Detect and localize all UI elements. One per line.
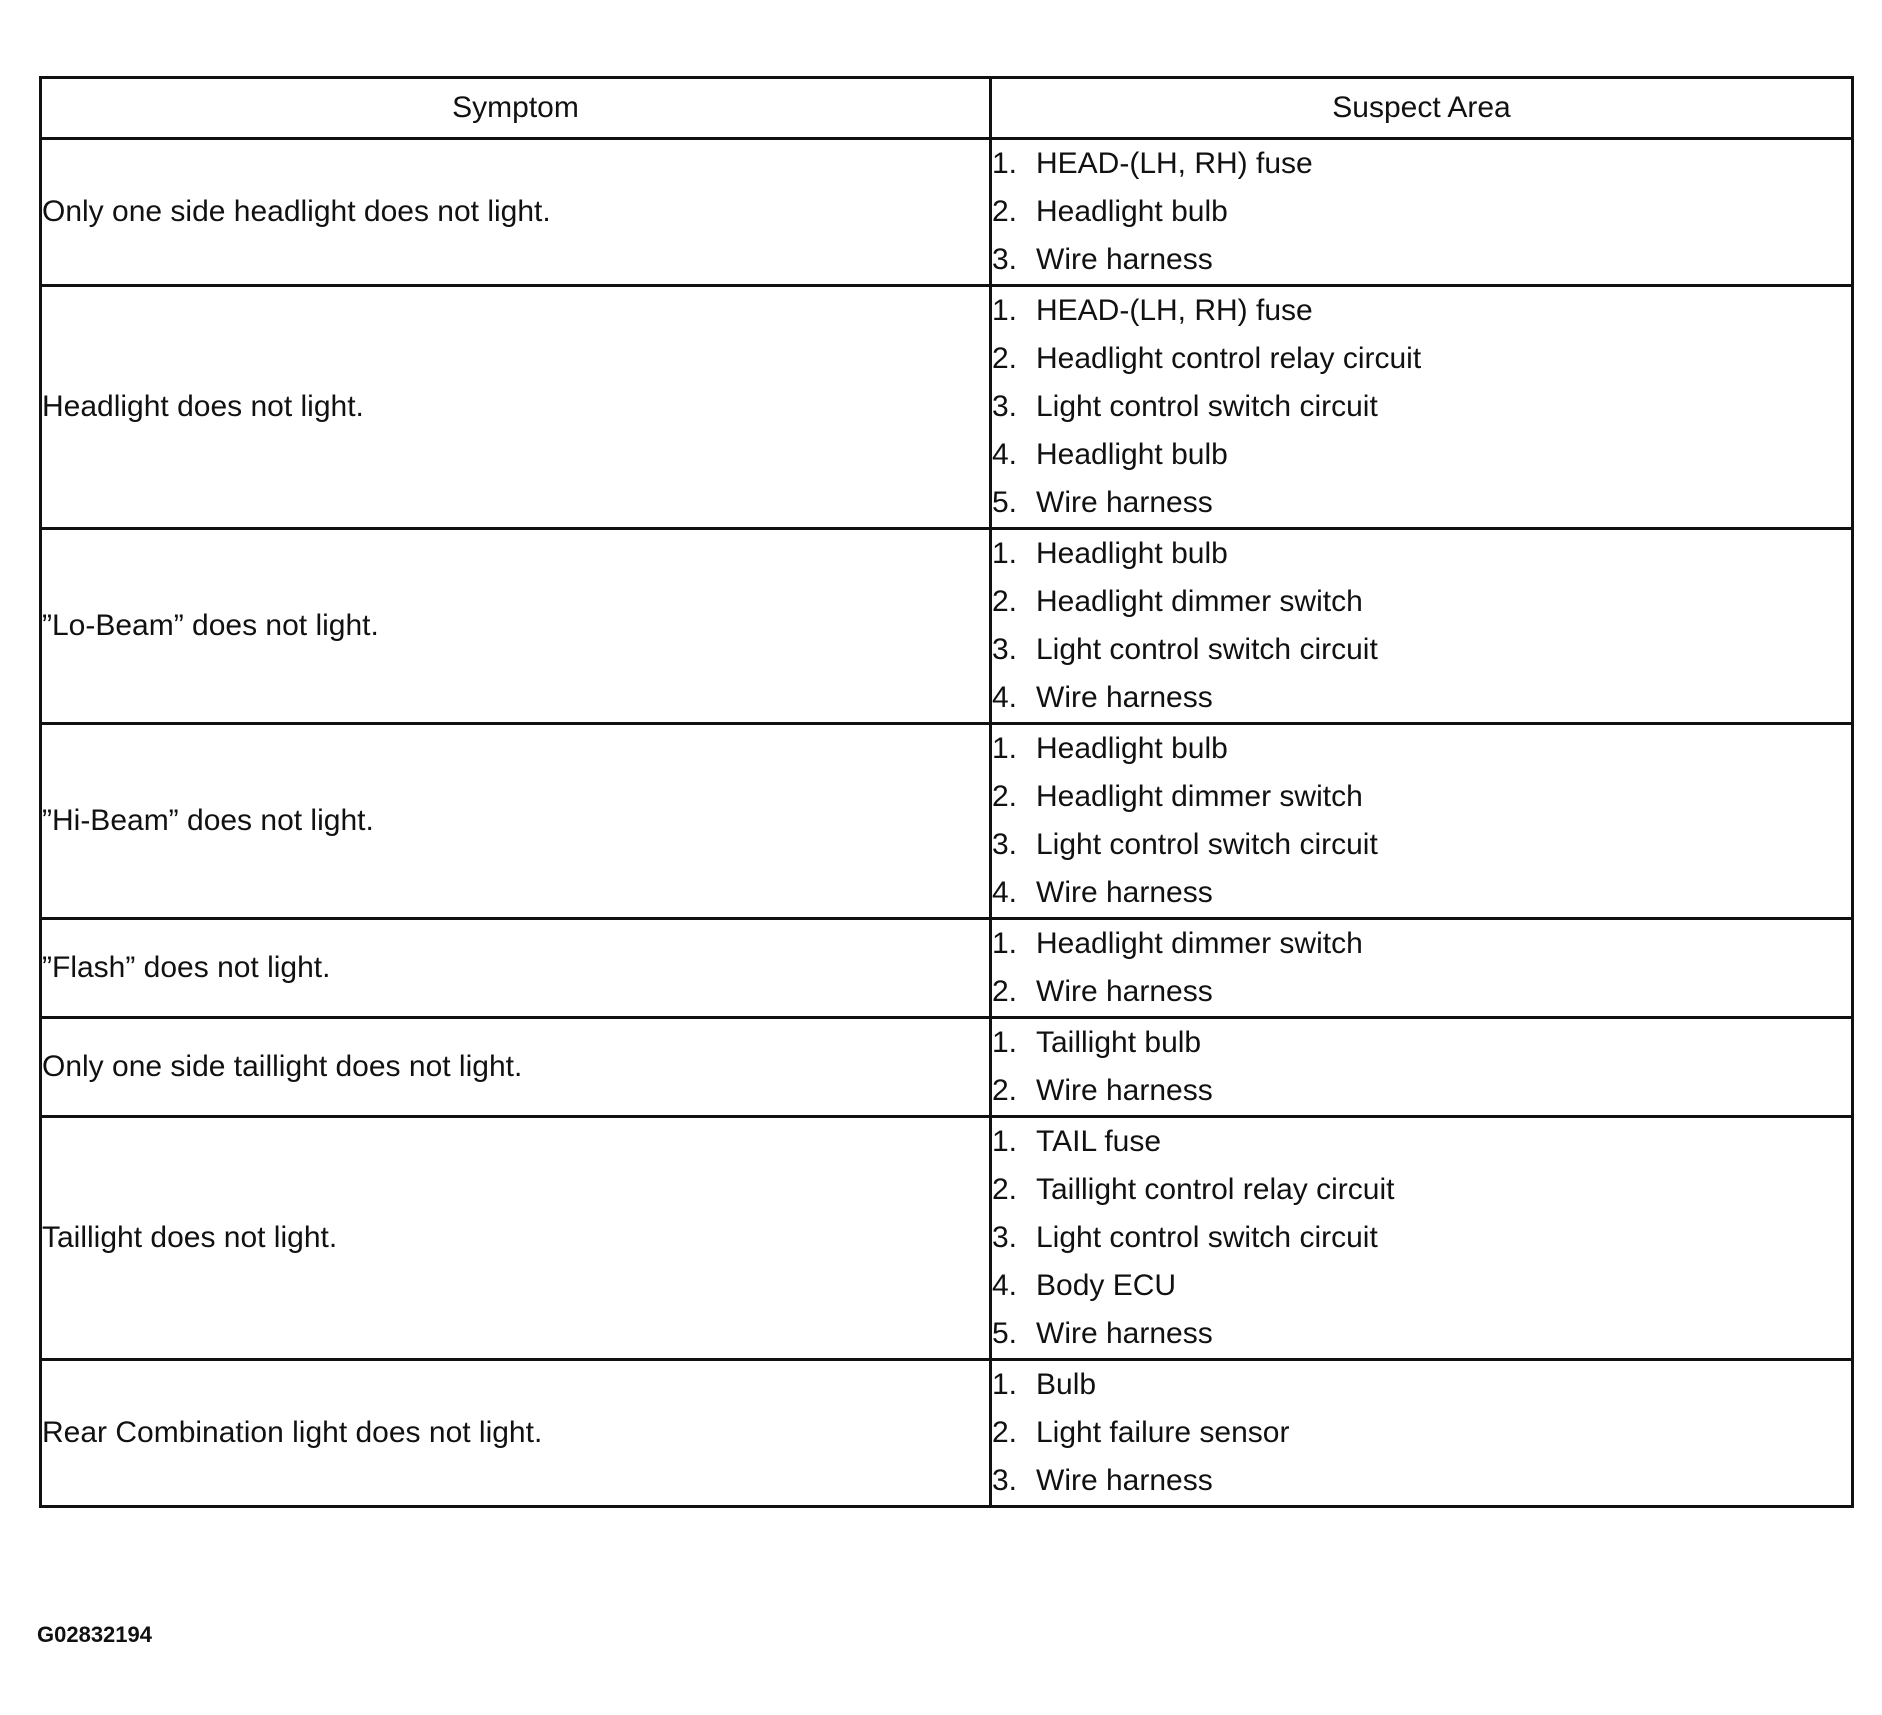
suspect-item-number: 2. xyxy=(992,195,1018,228)
suspect-area-cell xyxy=(991,1018,1853,1117)
suspect-area-cell xyxy=(991,1360,1853,1507)
suspect-item-number: 2. xyxy=(992,1074,1018,1107)
suspect-item-number: 5. xyxy=(992,1317,1018,1350)
suspect-area-item xyxy=(992,479,1851,527)
suspect-area-item xyxy=(992,1310,1851,1358)
symptom-cell: ”Lo-Beam” does not light. xyxy=(41,529,991,724)
table-body xyxy=(41,139,1853,1507)
suspect-area-item xyxy=(992,188,1851,236)
suspect-area-item xyxy=(992,1118,1851,1166)
suspect-item-text: Headlight control relay circuit xyxy=(1036,342,1422,375)
table-row xyxy=(41,286,1853,529)
suspect-item-text: Wire harness xyxy=(1036,1317,1213,1350)
suspect-item-number: 2. xyxy=(992,342,1018,375)
suspect-area-item xyxy=(992,578,1851,626)
suspect-item-text: Light control switch circuit xyxy=(1036,1221,1378,1254)
suspect-area-column-header: Suspect Area xyxy=(991,78,1853,139)
suspect-item-number: 2. xyxy=(992,780,1018,813)
suspect-item-number: 3. xyxy=(992,828,1018,861)
symptom-cell: Taillight does not light. xyxy=(41,1117,991,1360)
suspect-area-item xyxy=(992,335,1851,383)
symptom-cell: Headlight does not light. xyxy=(41,286,991,529)
suspect-item-number: 4. xyxy=(992,681,1018,714)
table-header-row xyxy=(41,78,1853,139)
suspect-area-item xyxy=(992,773,1851,821)
symptom-cell: Only one side headlight does not light. xyxy=(41,139,991,286)
suspect-area-item xyxy=(992,968,1851,1016)
suspect-area-cell xyxy=(991,919,1853,1018)
suspect-item-text: Headlight dimmer switch xyxy=(1036,585,1363,618)
symptom-cell: Rear Combination light does not light. xyxy=(41,1360,991,1507)
suspect-area-list xyxy=(992,287,1851,527)
suspect-item-number: 3. xyxy=(992,633,1018,666)
suspect-item-number: 3. xyxy=(992,243,1018,276)
suspect-area-item xyxy=(992,1457,1851,1505)
suspect-area-item xyxy=(992,530,1851,578)
suspect-item-number: 2. xyxy=(992,585,1018,618)
table-row xyxy=(41,1360,1853,1507)
suspect-area-list xyxy=(992,1019,1851,1115)
suspect-area-cell xyxy=(991,139,1853,286)
problem-symptoms-table xyxy=(39,76,1854,1508)
suspect-item-text: Wire harness xyxy=(1036,243,1213,276)
suspect-item-text: TAIL fuse xyxy=(1036,1125,1162,1158)
suspect-item-number: 2. xyxy=(992,975,1018,1008)
table-row xyxy=(41,139,1853,286)
suspect-area-item xyxy=(992,674,1851,722)
suspect-area-item xyxy=(992,140,1851,188)
symptom-column-header: Symptom xyxy=(41,78,991,139)
suspect-item-text: Wire harness xyxy=(1036,681,1213,714)
suspect-area-item xyxy=(992,431,1851,479)
suspect-item-text: Wire harness xyxy=(1036,876,1213,909)
table-row xyxy=(41,1018,1853,1117)
suspect-item-text: Headlight bulb xyxy=(1036,438,1228,471)
suspect-area-cell xyxy=(991,724,1853,919)
suspect-area-list xyxy=(992,1118,1851,1358)
suspect-area-item xyxy=(992,1262,1851,1310)
table-row xyxy=(41,529,1853,724)
suspect-item-text: Wire harness xyxy=(1036,975,1213,1008)
suspect-area-list xyxy=(992,530,1851,722)
suspect-item-number: 1. xyxy=(992,927,1018,960)
suspect-item-number: 4. xyxy=(992,438,1018,471)
suspect-item-number: 5. xyxy=(992,486,1018,519)
suspect-area-item xyxy=(992,1019,1851,1067)
suspect-item-text: HEAD-(LH, RH) fuse xyxy=(1036,294,1313,327)
suspect-area-item xyxy=(992,1214,1851,1262)
table-row xyxy=(41,919,1853,1018)
suspect-area-list xyxy=(992,725,1851,917)
suspect-area-item xyxy=(992,236,1851,284)
suspect-area-item xyxy=(992,1409,1851,1457)
symptom-cell: ”Flash” does not light. xyxy=(41,919,991,1018)
suspect-item-number: 3. xyxy=(992,1221,1018,1254)
suspect-item-number: 4. xyxy=(992,1269,1018,1302)
suspect-item-number: 1. xyxy=(992,1125,1018,1158)
suspect-area-list xyxy=(992,920,1851,1016)
suspect-item-number: 4. xyxy=(992,876,1018,909)
suspect-item-number: 3. xyxy=(992,390,1018,423)
suspect-item-text: Light control switch circuit xyxy=(1036,633,1378,666)
suspect-item-text: Wire harness xyxy=(1036,1464,1213,1497)
suspect-area-cell xyxy=(991,529,1853,724)
suspect-item-number: 1. xyxy=(992,732,1018,765)
suspect-area-item xyxy=(992,287,1851,335)
suspect-item-text: Headlight bulb xyxy=(1036,732,1228,765)
suspect-item-number: 1. xyxy=(992,1368,1018,1401)
suspect-item-number: 2. xyxy=(992,1416,1018,1449)
suspect-area-item xyxy=(992,1067,1851,1115)
suspect-area-item xyxy=(992,920,1851,968)
suspect-area-item xyxy=(992,821,1851,869)
suspect-area-item xyxy=(992,626,1851,674)
suspect-item-number: 1. xyxy=(992,1026,1018,1059)
suspect-area-list xyxy=(992,1361,1851,1505)
suspect-area-item xyxy=(992,1361,1851,1409)
suspect-area-item xyxy=(992,725,1851,773)
suspect-item-text: Light control switch circuit xyxy=(1036,390,1378,423)
suspect-area-item xyxy=(992,383,1851,431)
suspect-item-text: Headlight dimmer switch xyxy=(1036,927,1363,960)
symptom-cell: Only one side taillight does not light. xyxy=(41,1018,991,1117)
suspect-item-text: Headlight dimmer switch xyxy=(1036,780,1363,813)
suspect-item-number: 2. xyxy=(992,1173,1018,1206)
suspect-item-number: 1. xyxy=(992,294,1018,327)
table-row xyxy=(41,1117,1853,1360)
suspect-item-number: 3. xyxy=(992,1464,1018,1497)
suspect-item-text: HEAD-(LH, RH) fuse xyxy=(1036,147,1313,180)
suspect-item-text: Wire harness xyxy=(1036,486,1213,519)
suspect-item-number: 1. xyxy=(992,147,1018,180)
figure-id-label: G02832194 xyxy=(37,1622,152,1647)
suspect-item-text: Taillight control relay circuit xyxy=(1036,1173,1395,1206)
suspect-item-text: Body ECU xyxy=(1036,1269,1177,1302)
suspect-area-cell xyxy=(991,1117,1853,1360)
suspect-item-text: Light control switch circuit xyxy=(1036,828,1378,861)
suspect-area-cell xyxy=(991,286,1853,529)
symptom-cell: ”Hi-Beam” does not light. xyxy=(41,724,991,919)
suspect-item-text: Wire harness xyxy=(1036,1074,1213,1107)
suspect-item-text: Bulb xyxy=(1036,1368,1097,1401)
suspect-item-text: Headlight bulb xyxy=(1036,537,1228,570)
suspect-item-number: 1. xyxy=(992,537,1018,570)
suspect-area-item xyxy=(992,869,1851,917)
suspect-area-item xyxy=(992,1166,1851,1214)
suspect-item-text: Light failure sensor xyxy=(1036,1416,1290,1449)
suspect-area-list xyxy=(992,140,1851,284)
suspect-item-text: Taillight bulb xyxy=(1036,1026,1202,1059)
suspect-item-text: Headlight bulb xyxy=(1036,195,1228,228)
table-row xyxy=(41,724,1853,919)
